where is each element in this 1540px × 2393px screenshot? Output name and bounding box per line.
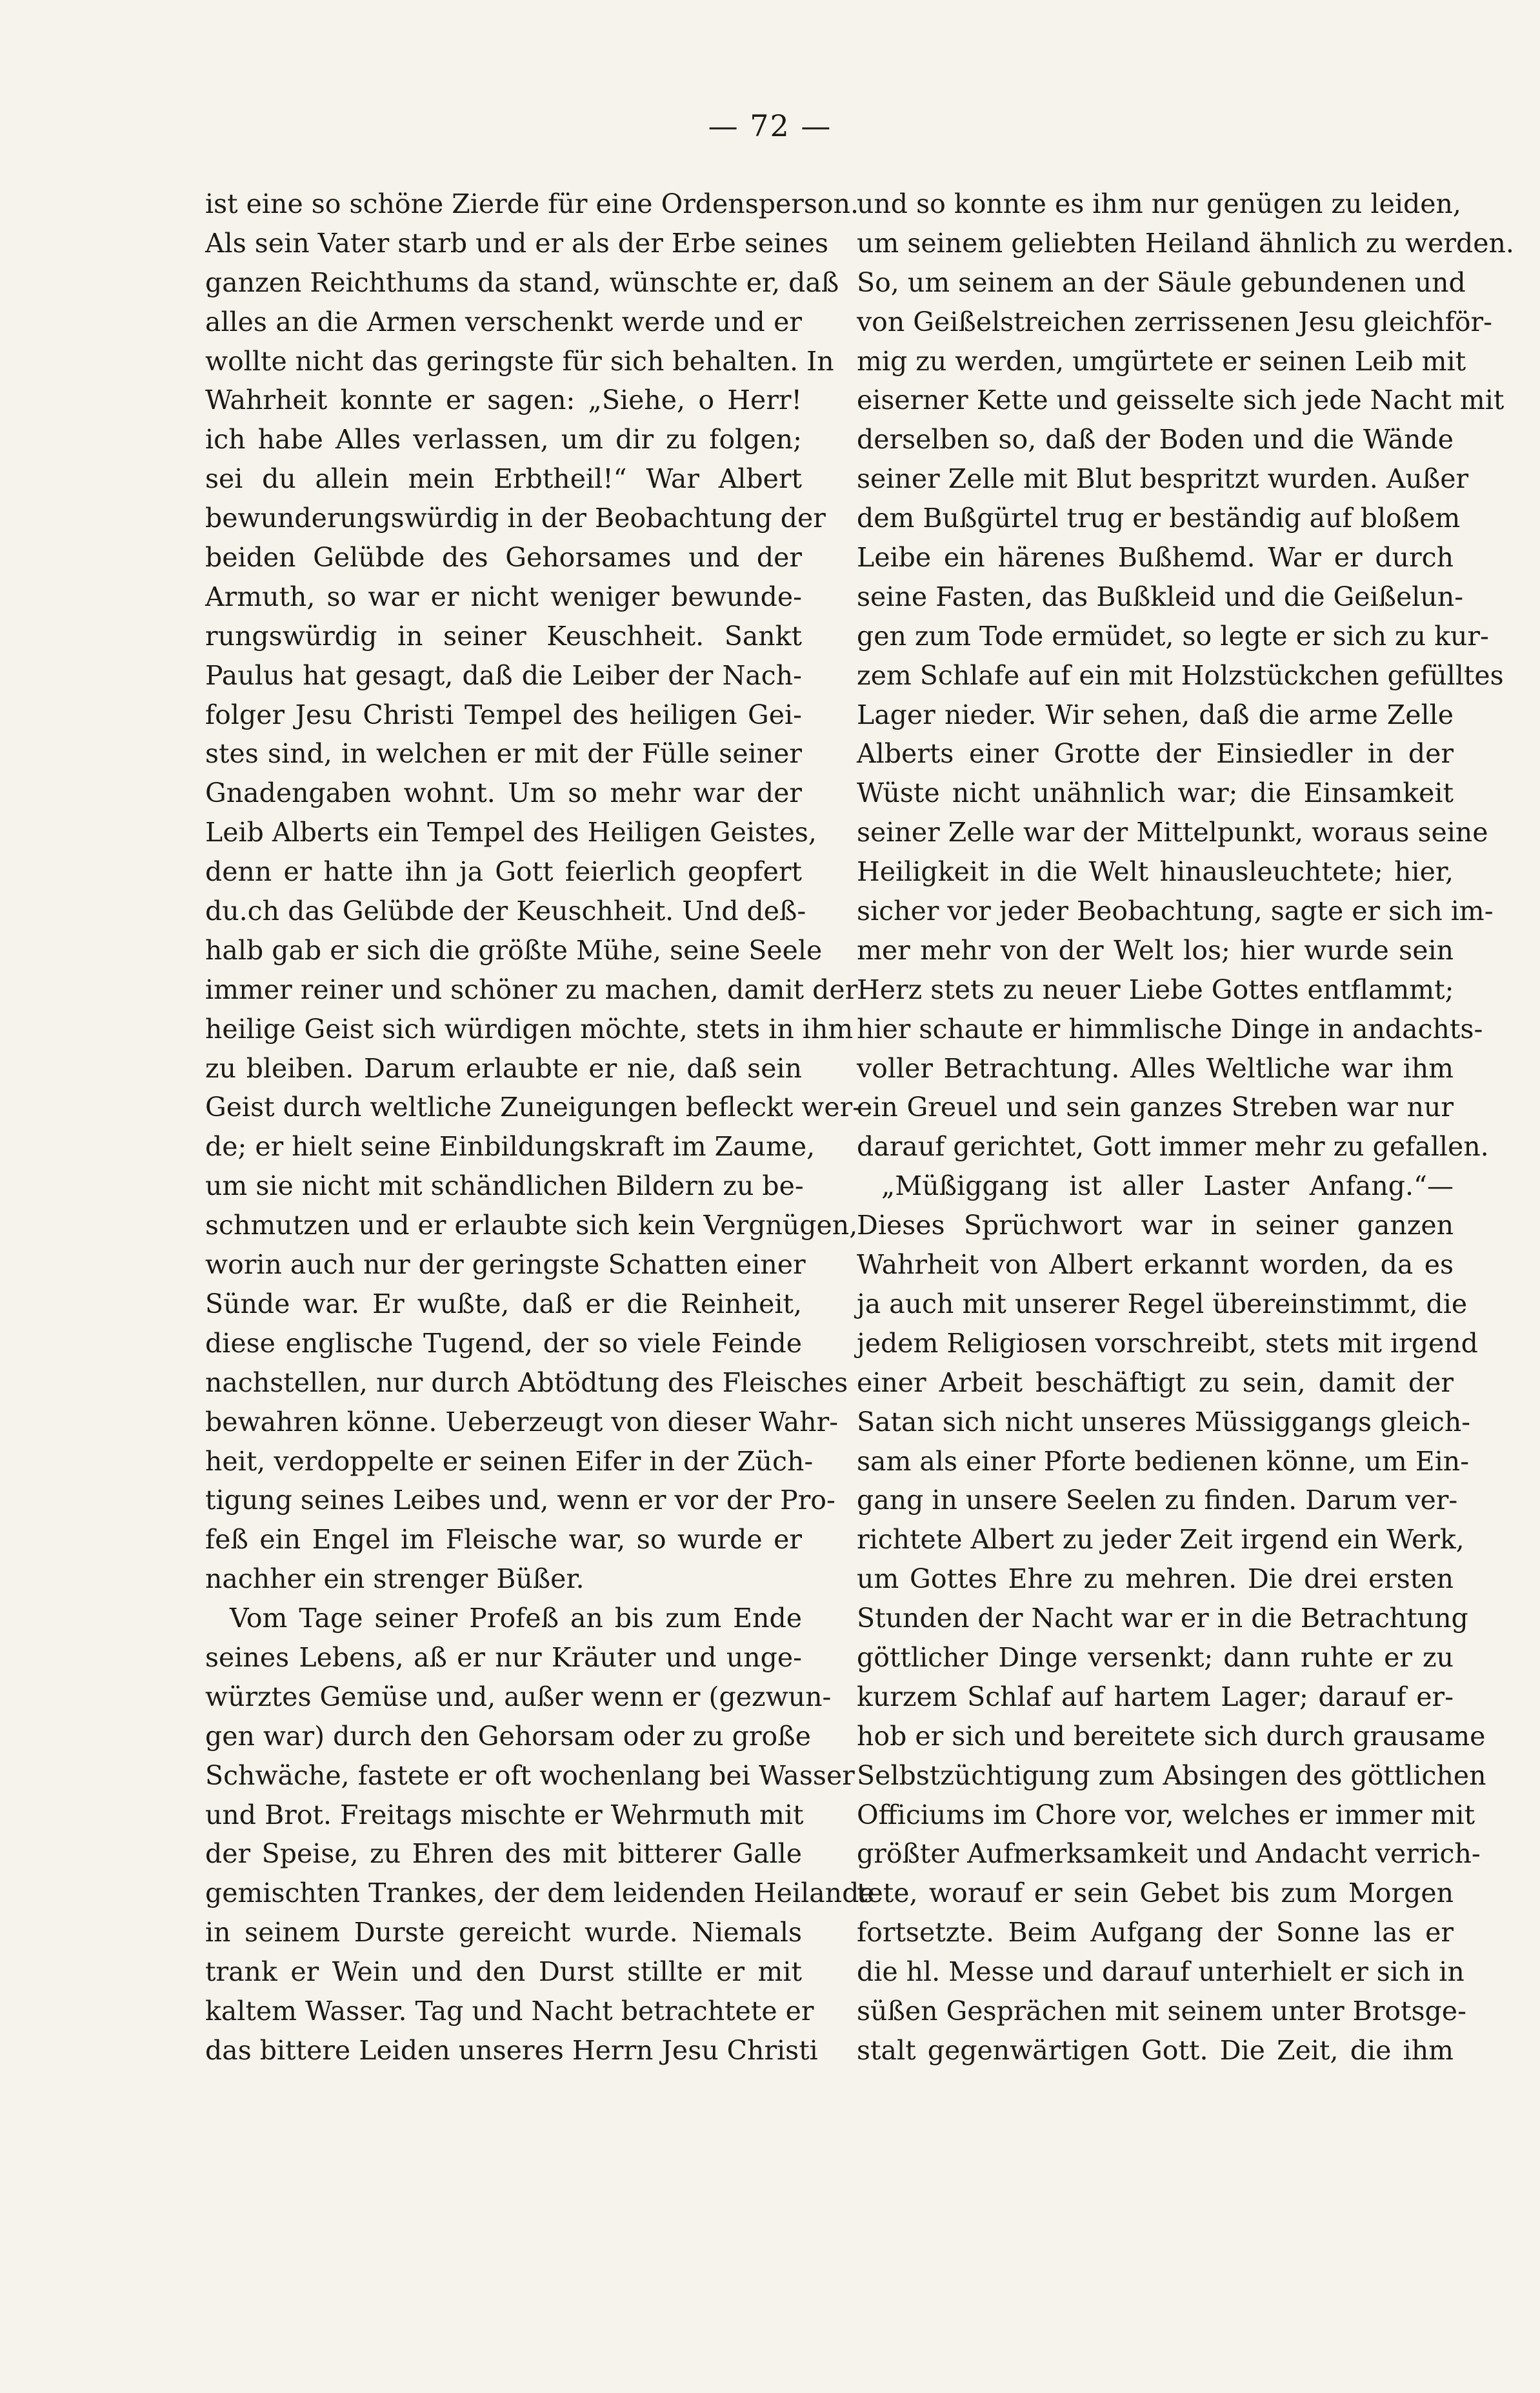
text-line: größter Aufmerksamkeit und Andacht verrich-: [857, 1838, 1481, 1870]
text-line: Paulus hat gesagt, daß die Leiber der Nach-: [205, 659, 802, 691]
text-line: der Speise, zu Ehren des mit bitterer Galle: [205, 1838, 802, 1870]
text-line: Selbstzüchtigung zum Absingen des göttlichen: [857, 1759, 1486, 1791]
text-line: würztes Gemüse und, außer wenn er (gezwun-: [205, 1681, 832, 1712]
text-line: Geist durch weltliche Zuneigungen befleckt wer-: [205, 1092, 862, 1123]
text-line: Gnadengaben wohnt. Um so mehr war der: [205, 777, 802, 809]
text-line: richtete Albert zu jeder Zeit irgend ein Werk,: [857, 1524, 1465, 1556]
text-line: Wahrheit konnte er sagen: „Siehe, o Herr!: [205, 385, 802, 416]
text-line: bewahren könne. Ueberzeugt von dieser Wahr-: [205, 1406, 839, 1437]
text-line: gen zum Tode ermüdet, so legte er sich zu kur-: [857, 620, 1489, 652]
text-line: feß ein Engel im Fleische war, so wurde er: [205, 1524, 802, 1556]
text-line: sei du allein mein Erbtheil!“ War Albert: [205, 463, 802, 495]
text-line: schmutzen und er erlaubte sich kein Vergnügen,: [205, 1210, 858, 1241]
text-line: das bittere Leiden unseres Herrn Jesu Christi: [205, 2034, 818, 2066]
text-line: jedem Religiosen vorschreibt, stets mit irgend: [857, 1327, 1478, 1359]
text-line: du.ch das Gelübde der Keuschheit. Und deß-: [205, 896, 806, 927]
text-line: trank er Wein und den Durst stillte er mit: [205, 1956, 802, 1988]
text-line: ich habe Alles verlassen, um dir zu folgen;: [205, 424, 802, 456]
text-line: ganzen Reichthums da stand, wünschte er, daß: [205, 266, 839, 298]
text-line: Stunden der Nacht war er in die Betrachtung: [857, 1603, 1468, 1634]
text-line: Armuth, so war er nicht weniger bewunde-: [205, 581, 802, 612]
left-column: [205, 185, 875, 2070]
text-line: seine Fasten, das Bußkleid und die Geißelun-: [857, 581, 1464, 612]
text-line: Officiums im Chore vor, welches er immer mit: [857, 1799, 1475, 1830]
text-line: diese englische Tugend, der so viele Feinde: [205, 1327, 802, 1359]
text-line: nachher ein strenger Büßer.: [205, 1563, 585, 1595]
text-line: Heiligkeit in die Welt hinausleuchtete; hier,: [857, 856, 1454, 888]
text-line: stalt gegenwärtigen Gott. Die Zeit, die ihm: [857, 2034, 1454, 2066]
text-line: darauf gerichtet, Gott immer mehr zu gefallen.: [857, 1131, 1489, 1163]
text-line: „Müßiggang ist aller Laster Anfang.“—: [881, 1170, 1454, 1202]
text-line: ist eine so schöne Zierde für eine Ordensperson.: [205, 188, 859, 219]
text-line: bewunderungswürdig in der Beobachtung der: [205, 503, 826, 534]
text-line: in seinem Durste gereicht wurde. Niemals: [205, 1917, 802, 1948]
text-line: Wahrheit von Albert erkannt worden, da es: [857, 1249, 1454, 1281]
text-line: Sünde war. Er wußte, daß er die Reinheit,: [205, 1288, 802, 1319]
text-line: voller Betrachtung. Alles Weltliche war ihm: [857, 1052, 1454, 1084]
text-line: mig zu werden, umgürtete er seinen Leib mit: [857, 345, 1466, 377]
text-line: folger Jesu Christi Tempel des heiligen Gei-: [205, 699, 802, 730]
text-line: gang in unsere Seelen zu finden. Darum ver-: [857, 1485, 1458, 1516]
text-line: süßen Gesprächen mit seinem unter Brotsge-: [857, 1995, 1466, 2027]
text-line: mer mehr von der Welt los; hier wurde sein: [857, 934, 1454, 966]
text-line: tete, worauf er sein Gebet bis zum Morgen: [857, 1877, 1454, 1909]
text-line: nachstellen, nur durch Abtödtung des Fleisches: [205, 1367, 848, 1398]
text-line: de; er hielt seine Einbildungskraft im Zaume,: [205, 1131, 815, 1163]
text-line: So, um seinem an der Säule gebundenen und: [857, 266, 1466, 298]
text-line: seiner Zelle war der Mittelpunkt, woraus seine: [857, 817, 1488, 848]
text-line: Leib Alberts ein Tempel des Heiligen Geistes,: [205, 817, 817, 848]
text-line: Leibe ein härenes Bußhemd. War er durch: [857, 542, 1454, 574]
text-line: um seinem geliebten Heiland ähnlich zu werden.: [857, 227, 1514, 259]
text-line: zu bleiben. Darum erlaubte er nie, daß sein: [205, 1052, 802, 1084]
text-line: halb gab er sich die größte Mühe, seine Seele: [205, 934, 823, 966]
text-line: Vom Tage seiner Profeß an bis zum Ende: [230, 1603, 802, 1634]
text-line: von Geißelstreichen zerrissenen Jesu gleichför-: [857, 306, 1492, 337]
text-line: stes sind, in welchen er mit der Fülle seiner: [205, 738, 802, 770]
text-line: zem Schlafe auf ein mit Holzstückchen gefülltes: [857, 659, 1504, 691]
text-line: Lager nieder. Wir sehen, daß die arme Zelle: [857, 699, 1454, 730]
text-line: tigung seines Leibes und, wenn er vor der Pro-: [205, 1485, 835, 1516]
text-line: sam als einer Pforte bedienen könne, um Ein-: [857, 1445, 1470, 1477]
text-line: kurzem Schlaf auf hartem Lager; darauf er-: [857, 1681, 1454, 1712]
text-line: heilige Geist sich würdigen möchte, stets in ihm: [205, 1013, 854, 1045]
text-line: sicher vor jeder Beobachtung, sagte er sich im-: [857, 896, 1494, 927]
text-line: gemischten Trankes, der dem leidenden Heilande: [205, 1877, 875, 1909]
text-line: Wüste nicht unähnlich war; die Einsamkeit: [857, 777, 1454, 809]
text-line: wollte nicht das geringste für sich behalten. In: [205, 345, 834, 377]
text-line: einer Arbeit beschäftigt zu sein, damit der: [857, 1367, 1454, 1398]
text-line: denn er hatte ihn ja Gott feierlich geopfert: [205, 856, 802, 888]
text-line: worin auch nur der geringste Schatten einer: [205, 1249, 806, 1281]
text-line: hier schaute er himmlische Dinge in andachts-: [857, 1013, 1483, 1045]
text-line: und so konnte es ihm nur genügen zu leiden,: [857, 188, 1461, 219]
text-line: hob er sich und bereitete sich durch grausame: [857, 1720, 1486, 1752]
text-line: Schwäche, fastete er oft wochenlang bei Wasser: [205, 1759, 855, 1791]
text-line: eiserner Kette und geisselte sich jede Nacht mit: [857, 385, 1505, 416]
text-line: beiden Gelübde des Gehorsames und der: [205, 542, 802, 574]
text-line: gen war) durch den Gehorsam oder zu große: [205, 1720, 811, 1752]
text-line: dem Bußgürtel trug er beständig auf bloßem: [857, 503, 1461, 534]
text-line: die hl. Messe und darauf unterhielt er sich in: [857, 1956, 1465, 1988]
text-line: um Gottes Ehre zu mehren. Die drei ersten: [857, 1563, 1454, 1595]
text-line: derselben so, daß der Boden und die Wände: [857, 424, 1454, 456]
text-line: Herz stets zu neuer Liebe Gottes entflammt;: [857, 974, 1454, 1005]
text-line: heit, verdoppelte er seinen Eifer in der Züch-: [205, 1445, 814, 1477]
text-line: Alberts einer Grotte der Einsiedler in der: [857, 738, 1454, 770]
text-line: Satan sich nicht unseres Müssiggangs gleich-: [857, 1406, 1471, 1437]
text-line: um sie nicht mit schändlichen Bildern zu be-: [205, 1170, 804, 1202]
text-line: ja auch mit unserer Regel übereinstimmt, die: [857, 1288, 1468, 1319]
text-line: seiner Zelle mit Blut bespritzt wurden. Außer: [857, 463, 1469, 495]
text-line: göttlicher Dinge versenkt; dann ruhte er zu: [857, 1641, 1454, 1673]
text-line: ein Greuel und sein ganzes Streben war nur: [857, 1092, 1454, 1123]
text-line: Dieses Sprüchwort war in seiner ganzen: [857, 1210, 1454, 1241]
text-line: immer reiner und schöner zu machen, damit der: [205, 974, 858, 1005]
text-line: rungswürdig in seiner Keuschheit. Sankt: [205, 620, 802, 652]
text-line: Als sein Vater starb und er als der Erbe seines: [205, 227, 829, 259]
text-line: seines Lebens, aß er nur Kräuter und unge-: [205, 1641, 802, 1673]
text-line: und Brot. Freitags mischte er Wehrmuth mit: [205, 1799, 804, 1830]
text-line: alles an die Armen verschenkt werde und er: [205, 306, 802, 337]
page-number: — 72 —: [708, 108, 832, 143]
right-column: [857, 185, 1514, 2070]
text-line: fortsetzte. Beim Aufgang der Sonne las er: [857, 1917, 1454, 1948]
text-line: kaltem Wasser. Tag und Nacht betrachtete er: [205, 1995, 814, 2027]
